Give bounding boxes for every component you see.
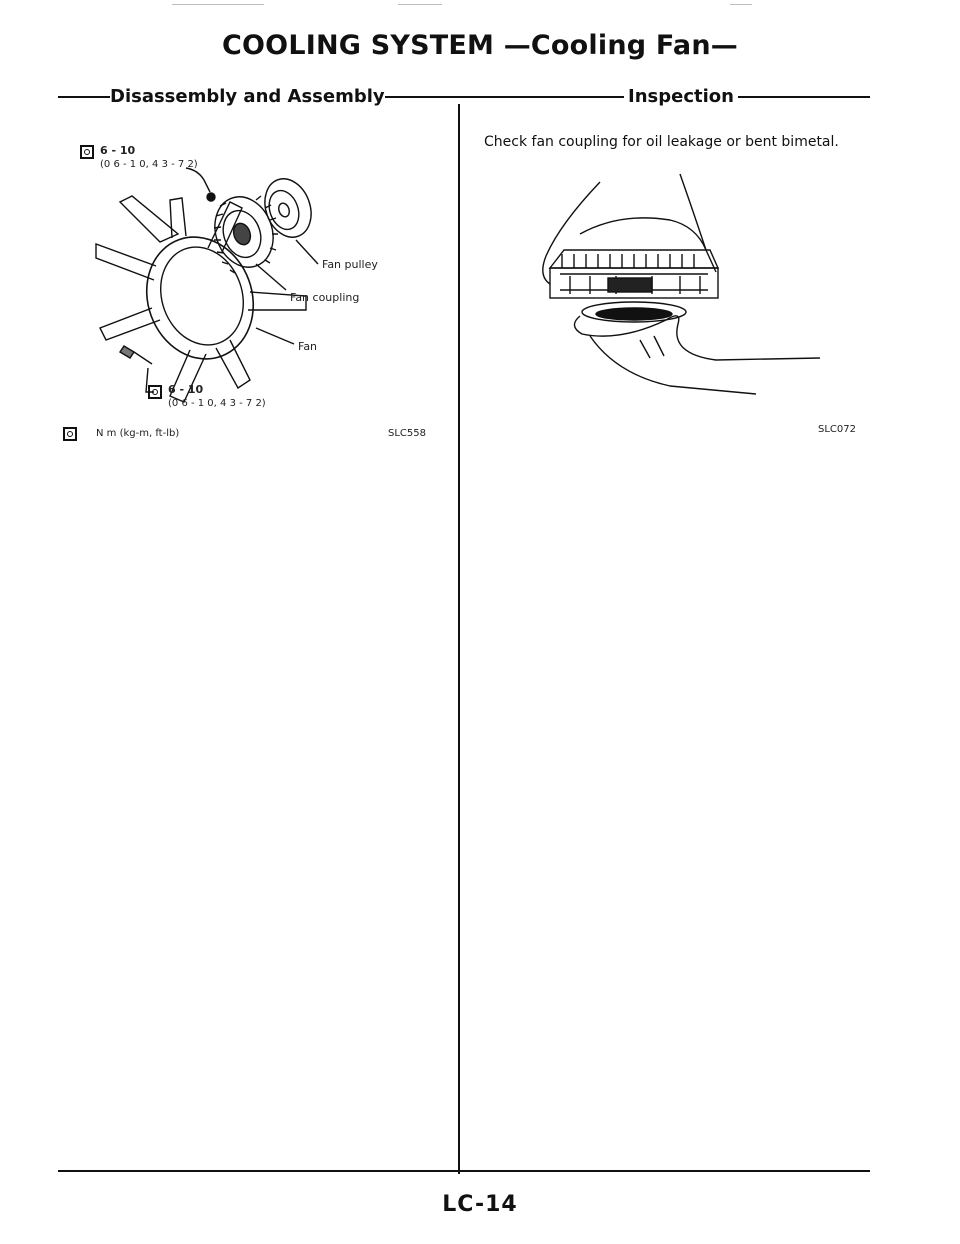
torque-bottom-detail: (0 6 - 1 0, 4 3 - 7 2) [168,398,266,409]
torque-units-legend: N m (kg-m, ft-lb) [96,428,180,439]
torque-top-value: 6 - 10 [100,144,136,157]
torque-wrench-icon [63,427,77,441]
page-title: COOLING SYSTEM —Cooling Fan— [222,30,738,61]
fan-coupling-inspection-illustration [520,164,840,424]
heading-text-inspection: Inspection [628,86,734,107]
label-fan: Fan [298,340,318,353]
heading-rule-left [458,96,624,98]
heading-rule-right [738,96,870,98]
heading-rule-left [58,96,110,98]
section-heading-disassembly [58,86,458,107]
torque-wrench-icon [148,385,162,399]
figure-code-right: SLC072 [818,424,856,435]
page-number: LC-14 [442,1192,518,1217]
heading-rule-right [385,96,458,98]
torque-top-detail: (0 6 - 1 0, 4 3 - 7 2) [100,159,198,170]
fan-assembly-diagram [60,140,420,420]
inspection-text: Check fan coupling for oil leakage or bent bimetal. [484,134,839,150]
top-rule-1 [172,4,264,5]
footer-rule [58,1170,870,1172]
section-heading-inspection [458,86,870,107]
figure-code-left: SLC558 [388,428,426,439]
label-fan-pulley: Fan pulley [322,258,378,271]
torque-bottom-value: 6 - 10 [168,383,204,396]
top-rule-2 [398,4,442,5]
label-fan-coupling: Fan coupling [290,291,360,304]
heading-text-disassembly: Disassembly and Assembly [110,86,385,107]
column-divider [458,104,460,1174]
top-rule-3 [730,4,752,5]
